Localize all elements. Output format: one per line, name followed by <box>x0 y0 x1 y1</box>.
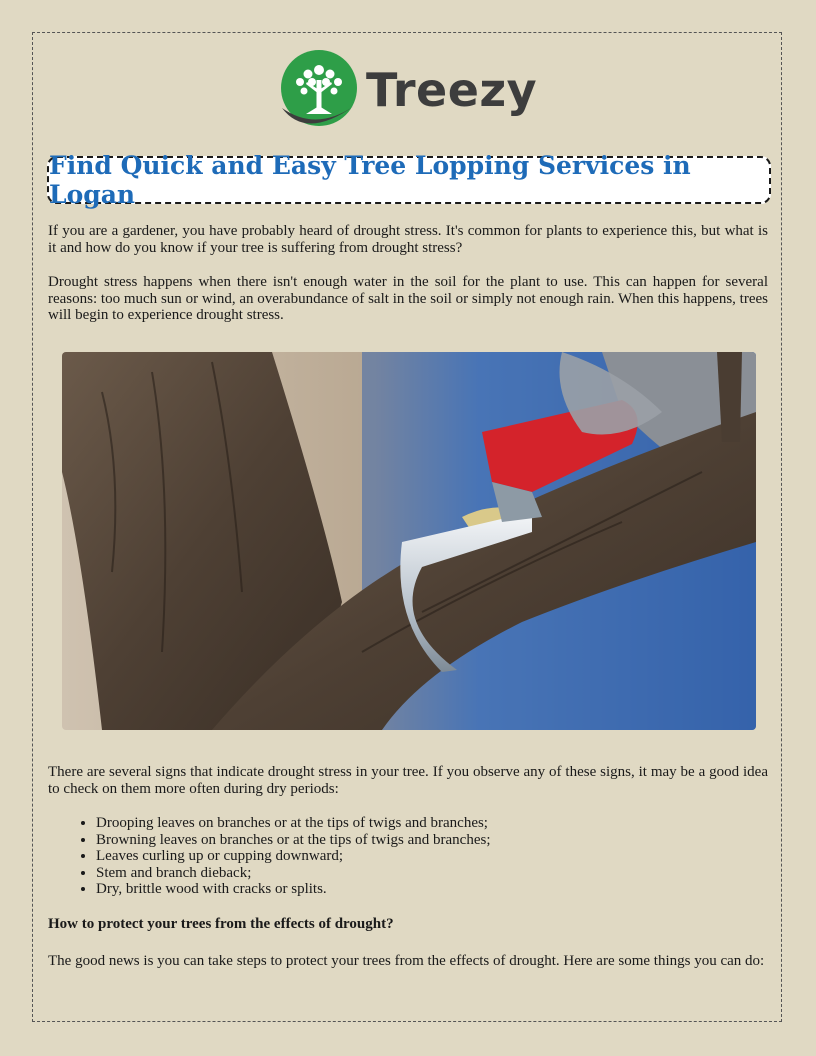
intro-paragraph: If you are a gardener, you have probably heard of drought stress. It's common for plants to experience this, but what is it and how do you know if your tree is suffering from drought stress? <box>48 223 768 256</box>
list-item: • Drooping leaves on branches or at the tips of twigs and branches; <box>96 815 768 832</box>
section-heading: How to protect your trees from the effects of drought? <box>48 916 394 932</box>
tree-logo-icon <box>276 48 362 132</box>
tree-pruning-photo <box>62 352 756 730</box>
pruning-saw-illustration <box>62 352 756 730</box>
list-item: • Stem and branch dieback; <box>96 865 768 882</box>
list-item: • Dry, brittle wood with cracks or splits. <box>96 881 768 898</box>
page-title: Find Quick and Easy Tree Lopping Services in Logan <box>49 151 691 209</box>
title-banner <box>47 151 771 209</box>
closing-paragraph: The good news is you can take steps to protect your trees from the effects of drought. Here are some things you can do: <box>48 953 765 969</box>
brand-logo <box>276 46 546 134</box>
signs-intro-paragraph: There are several signs that indicate drought stress in your tree. If you observe any of these signs, it may be a good idea to check on them more often during dry periods: <box>48 764 768 797</box>
list-item: • Browning leaves on branches or at the tips of twigs and branches; <box>96 832 768 849</box>
drought-definition-paragraph: Drought stress happens when there isn't enough water in the soil for the plant to use. This can happen for several reasons: too much sun or wind, an overabundance of salt in the soil or simply not enough rain. When this happens, trees will begin to experience drought stress. <box>48 274 768 323</box>
drought-signs-list <box>48 815 768 898</box>
brand-name: Treezy <box>366 63 538 117</box>
list-item: • Leaves curling up or cupping downward; <box>96 848 768 865</box>
